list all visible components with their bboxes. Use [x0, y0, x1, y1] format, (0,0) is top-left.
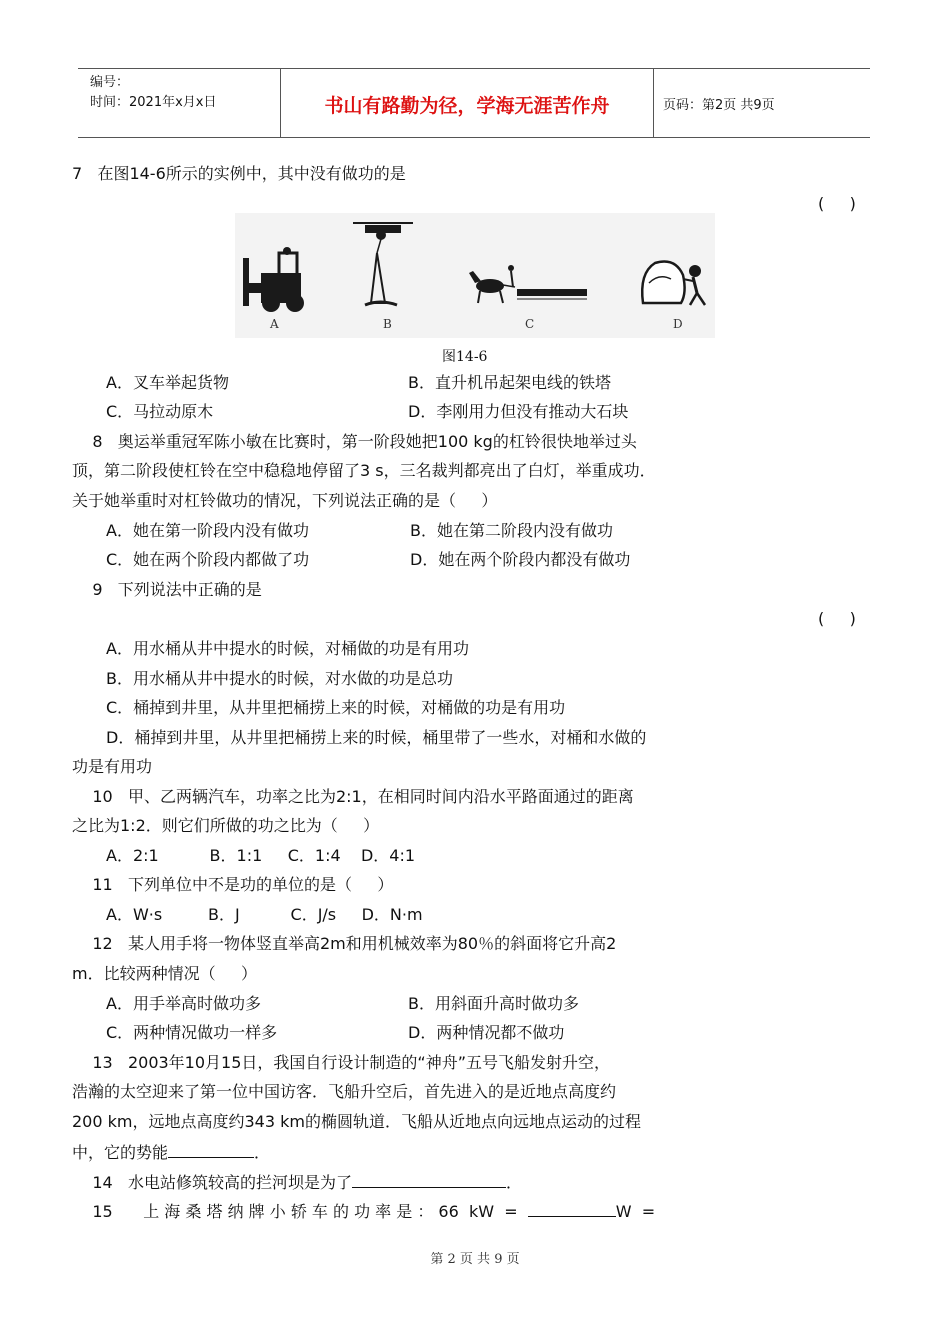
- q13-line-1: 13 2003年10月15日，我国自行设计制造的“神舟”五号飞船发射升空，: [72, 1053, 610, 1072]
- q8-line-3: 关于她举重时对杠铃做功的情况，下列说法正确的是（ ）: [72, 491, 498, 510]
- q13-line-4: [72, 1137, 270, 1167]
- q8-line-2: 顶，第二阶段使杠铃在空中稳稳地停留了3 s，三名裁判都亮出了白灯，举重成功．: [72, 461, 656, 480]
- q14-end: ．: [505, 1173, 522, 1192]
- q12-line-2: m．比较两种情况（ ）: [72, 964, 258, 983]
- header-divider: [653, 69, 654, 137]
- q7-stem: 7 在图14-6所示的实例中，其中没有做功的是: [72, 164, 406, 183]
- q9-answer-paren: ( ): [818, 609, 856, 628]
- q11-options: A．W·s B．J C．J/s D．N·m: [106, 905, 423, 924]
- number-label: 编号：: [90, 75, 130, 90]
- forklift-illustration: [243, 247, 304, 312]
- q12-option-b: B．用斜面升高时做功多: [408, 994, 579, 1013]
- q12-option-c: C．两种情况做功一样多: [106, 1023, 278, 1042]
- header-meta: [90, 73, 216, 113]
- figure-label-d: D: [673, 317, 683, 331]
- figure-label-b: B: [383, 317, 392, 331]
- q8-option-d: D．她在两个阶段内都没有做功: [410, 550, 631, 569]
- q9-option-a: A．用水桶从井中提水的时候，对桶做的功是有用功: [106, 639, 469, 658]
- q15-end: W =: [615, 1202, 656, 1221]
- q7-option-a: A．叉车举起货物: [106, 373, 229, 392]
- q13-answer-blank[interactable]: [168, 1137, 254, 1158]
- q7-option-d: D．李刚用力但没有推动大石块: [408, 402, 629, 421]
- figure-illustration: [235, 213, 715, 338]
- q13-line-4-text: 中，它的势能: [72, 1143, 169, 1162]
- page-info: 页码：第2页 共9页: [663, 98, 775, 113]
- helicopter-tower-illustration: [353, 223, 413, 305]
- figure-label-c: C: [525, 317, 535, 331]
- q9-option-d-cont: 功是有用功: [72, 757, 153, 776]
- q9-option-b: B．用水桶从井中提水的时候，对水做的功是总功: [106, 669, 453, 688]
- figure-14-6: [235, 213, 715, 338]
- header-motto: 书山有路勤为径，学海无涯苦作舟: [324, 95, 610, 117]
- q12-option-d: D．两种情况都不做功: [408, 1023, 565, 1042]
- q12-line-1: 12 某人用手将一物体竖直举高2m和用机械效率为80％的斜面将它升高2: [72, 934, 617, 953]
- q10-line-1: 10 甲、乙两辆汽车，功率之比为2:1，在相同时间内沿水平路面通过的距离: [72, 787, 634, 806]
- q13-line-3: 200 km，远地点高度约343 km的椭圆轨道．飞船从近地点向远地点运动的过程: [72, 1112, 641, 1131]
- q13-line-4-end: ．: [254, 1143, 271, 1162]
- q9-stem: 9 下列说法中正确的是: [72, 580, 262, 599]
- q8-option-c: C．她在两个阶段内都做了功: [106, 550, 310, 569]
- q7-option-b: B．直升机吊起架电线的铁塔: [408, 373, 611, 392]
- figure-caption: 图14-6: [442, 349, 488, 365]
- q7-option-c: C．马拉动原木: [106, 402, 214, 421]
- time-label: 时间：2021年x月x日: [90, 95, 217, 110]
- q7-answer-paren: ( ): [818, 194, 856, 213]
- q8-line-1: 8 奥运举重冠军陈小敏在比赛时，第一阶段她把100 kg的杠铃很快地举过头: [72, 432, 637, 451]
- q8-option-a: A．她在第一阶段内没有做功: [106, 521, 309, 540]
- page-header: [78, 68, 870, 138]
- q11-stem: 11 下列单位中不是功的单位的是（ ）: [72, 875, 394, 894]
- q14-answer-blank[interactable]: [352, 1167, 506, 1188]
- q15-answer-blank[interactable]: [528, 1196, 616, 1217]
- push-boulder-illustration: [642, 262, 705, 306]
- q12-option-a: A．用手举高时做功多: [106, 994, 261, 1013]
- q14-line: [72, 1167, 522, 1197]
- q15-line: [72, 1196, 655, 1226]
- q9-option-c: C．桶掉到井里，从井里把桶捞上来的时候，对桶做的功是有用功: [106, 698, 566, 717]
- q15-text: 15 上 海 桑 塔 纳 牌 小 轿 车 的 功 率 是 ： 66 kW =: [72, 1202, 528, 1221]
- figure-label-a: A: [270, 317, 279, 331]
- horse-log-illustration: [469, 265, 587, 303]
- q13-line-2: 浩瀚的太空迎来了第一位中国访客．飞船升空后，首先进入的是近地点高度约: [72, 1082, 617, 1101]
- q8-option-b: B．她在第二阶段内没有做功: [410, 521, 613, 540]
- q10-options: A．2:1 B．1:1 C．1:4 D．4:1: [106, 846, 416, 865]
- page-footer: 第 2 页 共 9 页: [430, 1252, 520, 1267]
- q14-text: 14 水电站修筑较高的拦河坝是为了: [72, 1173, 352, 1192]
- q9-option-d: D．桶掉到井里，从井里把桶捞上来的时候，桶里带了一些水，对桶和水做的: [106, 728, 647, 747]
- q10-line-2: 之比为1:2．则它们所做的功之比为（ ）: [72, 816, 380, 835]
